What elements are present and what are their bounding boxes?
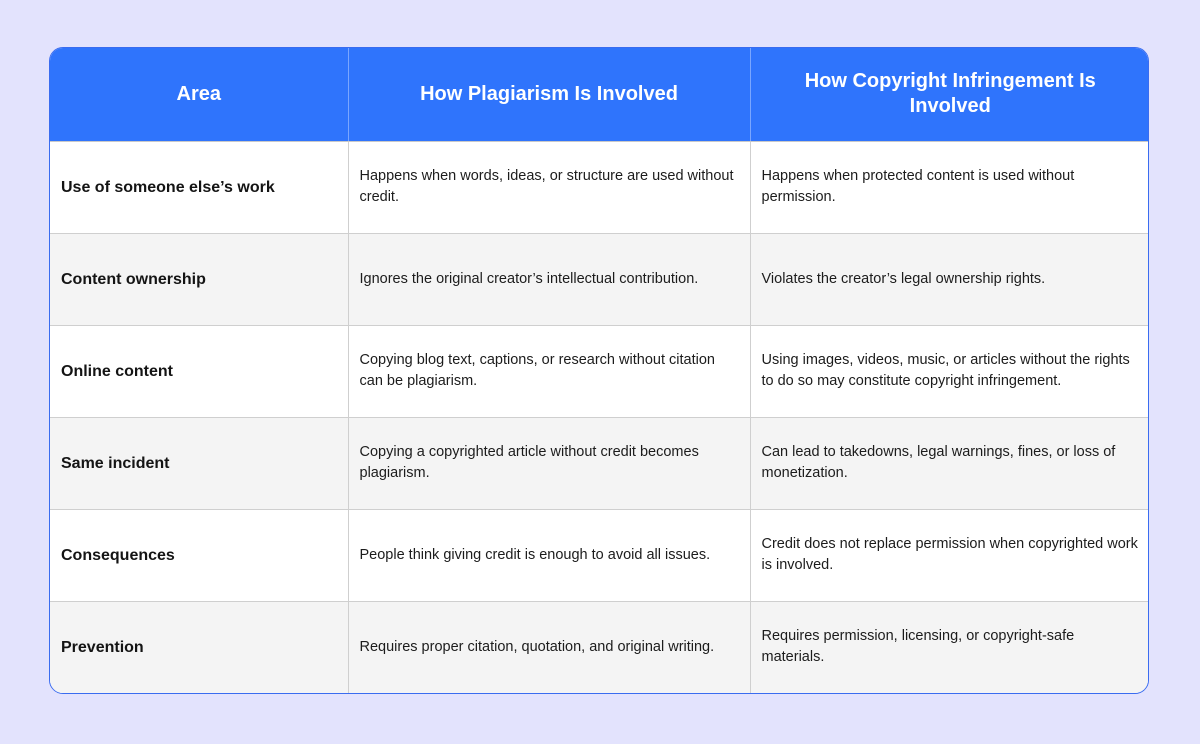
plagiarism-cell: Copying blog text, captions, or research without citation can be plagiarism. xyxy=(348,325,750,417)
area-cell: Consequences xyxy=(50,509,348,601)
plagiarism-cell: Copying a copyrighted article without credit becomes plagiarism. xyxy=(348,417,750,509)
plagiarism-cell: Happens when words, ideas, or structure are used without credit. xyxy=(348,141,750,233)
table-row xyxy=(50,233,1149,325)
table-row xyxy=(50,141,1149,233)
copyright-cell: Credit does not replace permission when copyrighted work is involved. xyxy=(750,509,1149,601)
header-area: Area xyxy=(50,48,348,141)
copyright-cell: Happens when protected content is used without permission. xyxy=(750,141,1149,233)
table-body xyxy=(50,141,1149,693)
plagiarism-cell: Requires proper citation, quotation, and original writing. xyxy=(348,601,750,693)
area-cell: Content ownership xyxy=(50,233,348,325)
copyright-cell: Requires permission, licensing, or copyright-safe materials. xyxy=(750,601,1149,693)
area-cell: Use of someone else’s work xyxy=(50,141,348,233)
table-row xyxy=(50,325,1149,417)
area-cell: Prevention xyxy=(50,601,348,693)
copyright-cell: Using images, videos, music, or articles without the rights to do so may constitute copyright infringement. xyxy=(750,325,1149,417)
table-row xyxy=(50,601,1149,693)
area-cell: Same incident xyxy=(50,417,348,509)
plagiarism-cell: People think giving credit is enough to avoid all issues. xyxy=(348,509,750,601)
header-plagiarism: How Plagiarism Is Involved xyxy=(348,48,750,141)
comparison-table-card xyxy=(49,47,1149,694)
header-copyright: How Copyright Infringement Is Involved xyxy=(750,48,1149,141)
comparison-table xyxy=(50,48,1149,693)
header-row xyxy=(50,48,1149,141)
plagiarism-cell: Ignores the original creator’s intellectual contribution. xyxy=(348,233,750,325)
table-row xyxy=(50,509,1149,601)
copyright-cell: Can lead to takedowns, legal warnings, fines, or loss of monetization. xyxy=(750,417,1149,509)
table-header xyxy=(50,48,1149,141)
area-cell: Online content xyxy=(50,325,348,417)
table-row xyxy=(50,417,1149,509)
copyright-cell: Violates the creator’s legal ownership rights. xyxy=(750,233,1149,325)
